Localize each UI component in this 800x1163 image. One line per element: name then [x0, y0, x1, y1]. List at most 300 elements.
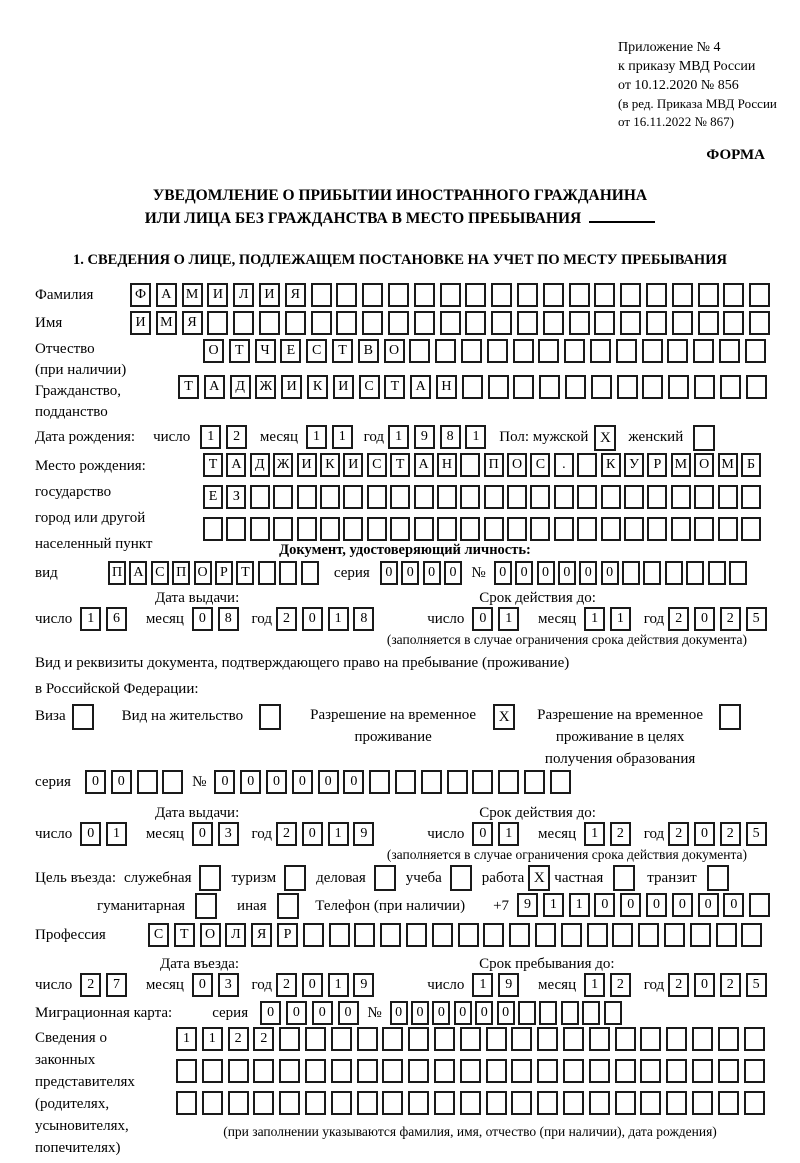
- form-cell[interactable]: [746, 375, 767, 399]
- form-cell[interactable]: [259, 311, 280, 335]
- form-cell[interactable]: 0: [292, 770, 313, 794]
- form-cell[interactable]: 0: [286, 1001, 307, 1025]
- form-cell[interactable]: 1: [388, 425, 409, 449]
- form-cell[interactable]: [491, 283, 512, 307]
- form-cell[interactable]: [440, 311, 461, 335]
- form-cell[interactable]: Ж: [273, 453, 293, 477]
- form-cell[interactable]: 0: [444, 561, 462, 585]
- form-cell[interactable]: 0: [646, 893, 667, 917]
- form-cell[interactable]: [666, 1027, 687, 1051]
- form-cell[interactable]: С: [148, 923, 169, 947]
- form-cell[interactable]: [331, 1027, 352, 1051]
- form-cell[interactable]: Р: [215, 561, 233, 585]
- form-cell[interactable]: Т: [178, 375, 199, 399]
- form-cell[interactable]: [718, 1091, 739, 1115]
- form-cell[interactable]: 0: [390, 1001, 408, 1025]
- form-cell[interactable]: С: [151, 561, 169, 585]
- form-cell[interactable]: 8: [353, 607, 374, 631]
- form-cell[interactable]: 9: [414, 425, 435, 449]
- form-cell[interactable]: [749, 893, 770, 917]
- form-cell[interactable]: [745, 339, 766, 363]
- form-cell[interactable]: [594, 311, 615, 335]
- form-cell[interactable]: [460, 1091, 481, 1115]
- purpose-study-checkbox[interactable]: [450, 865, 472, 891]
- form-cell[interactable]: [460, 1059, 481, 1083]
- form-cell[interactable]: [414, 485, 434, 509]
- form-cell[interactable]: [686, 561, 704, 585]
- form-cell[interactable]: 1: [328, 822, 349, 846]
- form-cell[interactable]: [708, 561, 726, 585]
- form-cell[interactable]: 0: [620, 893, 641, 917]
- form-cell[interactable]: 9: [498, 973, 519, 997]
- form-cell[interactable]: 0: [302, 607, 323, 631]
- form-cell[interactable]: А: [226, 453, 246, 477]
- form-cell[interactable]: Т: [174, 923, 195, 947]
- form-cell[interactable]: 1: [176, 1027, 197, 1051]
- form-cell[interactable]: [601, 485, 621, 509]
- form-cell[interactable]: [538, 339, 559, 363]
- form-cell[interactable]: 2: [228, 1027, 249, 1051]
- form-cell[interactable]: [486, 1027, 507, 1051]
- form-cell[interactable]: [620, 283, 641, 307]
- form-cell[interactable]: [458, 923, 479, 947]
- form-cell[interactable]: [137, 770, 158, 794]
- form-cell[interactable]: 9: [517, 893, 538, 917]
- form-cell[interactable]: И: [281, 375, 302, 399]
- form-cell[interactable]: 0: [432, 1001, 450, 1025]
- form-cell[interactable]: [694, 485, 714, 509]
- purpose-transit-checkbox[interactable]: [707, 865, 729, 891]
- form-cell[interactable]: Ф: [130, 283, 151, 307]
- form-cell[interactable]: [434, 1027, 455, 1051]
- form-cell[interactable]: П: [172, 561, 190, 585]
- form-cell[interactable]: [744, 1059, 765, 1083]
- form-cell[interactable]: [671, 485, 691, 509]
- gender-female-checkbox[interactable]: [693, 425, 715, 451]
- form-cell[interactable]: [594, 283, 615, 307]
- form-cell[interactable]: [569, 311, 590, 335]
- form-cell[interactable]: [620, 311, 641, 335]
- form-cell[interactable]: Р: [647, 453, 667, 477]
- form-cell[interactable]: Р: [277, 923, 298, 947]
- form-cell[interactable]: А: [204, 375, 225, 399]
- form-cell[interactable]: 0: [494, 561, 512, 585]
- form-cell[interactable]: 2: [253, 1027, 274, 1051]
- form-cell[interactable]: [569, 283, 590, 307]
- form-cell[interactable]: [647, 517, 667, 541]
- form-cell[interactable]: [408, 1091, 429, 1115]
- form-cell[interactable]: [362, 311, 383, 335]
- form-cell[interactable]: [665, 561, 683, 585]
- purpose-tourism-checkbox[interactable]: [284, 865, 306, 891]
- form-cell[interactable]: 0: [240, 770, 261, 794]
- form-cell[interactable]: [577, 453, 597, 477]
- form-cell[interactable]: [406, 923, 427, 947]
- form-cell[interactable]: [297, 485, 317, 509]
- residence-permit-checkbox[interactable]: [259, 704, 281, 730]
- form-cell[interactable]: [642, 375, 663, 399]
- form-cell[interactable]: 1: [332, 425, 353, 449]
- form-cell[interactable]: [207, 311, 228, 335]
- form-cell[interactable]: [258, 561, 276, 585]
- form-cell[interactable]: [535, 923, 556, 947]
- form-cell[interactable]: [447, 770, 468, 794]
- form-cell[interactable]: [434, 1091, 455, 1115]
- form-cell[interactable]: [382, 1091, 403, 1115]
- form-cell[interactable]: 0: [423, 561, 441, 585]
- form-cell[interactable]: [484, 517, 504, 541]
- form-cell[interactable]: [589, 1091, 610, 1115]
- form-cell[interactable]: В: [358, 339, 379, 363]
- form-cell[interactable]: М: [182, 283, 203, 307]
- form-cell[interactable]: [530, 517, 550, 541]
- form-cell[interactable]: [612, 923, 633, 947]
- form-cell[interactable]: 0: [302, 973, 323, 997]
- form-cell[interactable]: [698, 283, 719, 307]
- form-cell[interactable]: [723, 311, 744, 335]
- form-cell[interactable]: [311, 283, 332, 307]
- form-cell[interactable]: [563, 1059, 584, 1083]
- form-cell[interactable]: 0: [672, 893, 693, 917]
- form-cell[interactable]: [472, 770, 493, 794]
- form-cell[interactable]: [390, 517, 410, 541]
- form-cell[interactable]: [511, 1027, 532, 1051]
- form-cell[interactable]: [367, 517, 387, 541]
- form-cell[interactable]: [362, 283, 383, 307]
- form-cell[interactable]: 1: [202, 1027, 223, 1051]
- form-cell[interactable]: [203, 517, 223, 541]
- form-cell[interactable]: 0: [85, 770, 106, 794]
- form-cell[interactable]: [460, 1027, 481, 1051]
- form-cell[interactable]: [228, 1091, 249, 1115]
- form-cell[interactable]: 2: [720, 822, 741, 846]
- form-cell[interactable]: [331, 1091, 352, 1115]
- form-cell[interactable]: 1: [584, 822, 605, 846]
- form-cell[interactable]: 0: [579, 561, 597, 585]
- form-cell[interactable]: [554, 485, 574, 509]
- form-cell[interactable]: 1: [498, 822, 519, 846]
- form-cell[interactable]: [311, 311, 332, 335]
- form-cell[interactable]: [357, 1027, 378, 1051]
- form-cell[interactable]: 1: [200, 425, 221, 449]
- form-cell[interactable]: [537, 1091, 558, 1115]
- form-cell[interactable]: О: [194, 561, 212, 585]
- form-cell[interactable]: 3: [218, 822, 239, 846]
- form-cell[interactable]: [530, 485, 550, 509]
- form-cell[interactable]: [380, 923, 401, 947]
- form-cell[interactable]: [741, 923, 762, 947]
- form-cell[interactable]: Е: [280, 339, 301, 363]
- form-cell[interactable]: 2: [610, 822, 631, 846]
- form-cell[interactable]: [343, 517, 363, 541]
- form-cell[interactable]: [297, 517, 317, 541]
- form-cell[interactable]: [279, 561, 297, 585]
- form-cell[interactable]: Д: [250, 453, 270, 477]
- form-cell[interactable]: 1: [465, 425, 486, 449]
- form-cell[interactable]: Б: [741, 453, 761, 477]
- form-cell[interactable]: [587, 923, 608, 947]
- form-cell[interactable]: 8: [440, 425, 461, 449]
- form-cell[interactable]: 1: [584, 607, 605, 631]
- form-cell[interactable]: [176, 1091, 197, 1115]
- form-cell[interactable]: [336, 311, 357, 335]
- form-cell[interactable]: [517, 311, 538, 335]
- form-cell[interactable]: 0: [302, 822, 323, 846]
- form-cell[interactable]: [640, 1059, 661, 1083]
- form-cell[interactable]: 1: [328, 973, 349, 997]
- form-cell[interactable]: [491, 311, 512, 335]
- form-cell[interactable]: [460, 453, 480, 477]
- form-cell[interactable]: И: [130, 311, 151, 335]
- form-cell[interactable]: 0: [475, 1001, 493, 1025]
- form-cell[interactable]: [273, 485, 293, 509]
- form-cell[interactable]: [487, 339, 508, 363]
- form-cell[interactable]: Л: [233, 283, 254, 307]
- form-cell[interactable]: 0: [343, 770, 364, 794]
- form-cell[interactable]: [692, 1027, 713, 1051]
- form-cell[interactable]: [718, 1027, 739, 1051]
- form-cell[interactable]: [744, 1027, 765, 1051]
- form-cell[interactable]: [483, 923, 504, 947]
- form-cell[interactable]: [564, 339, 585, 363]
- form-cell[interactable]: [435, 339, 456, 363]
- form-cell[interactable]: 2: [668, 822, 689, 846]
- form-cell[interactable]: К: [320, 453, 340, 477]
- form-cell[interactable]: [331, 1059, 352, 1083]
- form-cell[interactable]: [543, 283, 564, 307]
- form-cell[interactable]: [550, 770, 571, 794]
- form-cell[interactable]: [638, 923, 659, 947]
- form-cell[interactable]: Д: [230, 375, 251, 399]
- form-cell[interactable]: [465, 283, 486, 307]
- form-cell[interactable]: [303, 923, 324, 947]
- form-cell[interactable]: 0: [192, 607, 213, 631]
- form-cell[interactable]: [582, 1001, 600, 1025]
- form-cell[interactable]: [388, 283, 409, 307]
- form-cell[interactable]: [382, 1027, 403, 1051]
- form-cell[interactable]: 1: [569, 893, 590, 917]
- form-cell[interactable]: [414, 311, 435, 335]
- form-cell[interactable]: О: [200, 923, 221, 947]
- purpose-official-checkbox[interactable]: [199, 865, 221, 891]
- form-cell[interactable]: [617, 375, 638, 399]
- form-cell[interactable]: [716, 923, 737, 947]
- form-cell[interactable]: [507, 517, 527, 541]
- form-cell[interactable]: 0: [401, 561, 419, 585]
- form-cell[interactable]: [667, 339, 688, 363]
- form-cell[interactable]: 0: [214, 770, 235, 794]
- form-cell[interactable]: О: [694, 453, 714, 477]
- form-cell[interactable]: С: [359, 375, 380, 399]
- form-cell[interactable]: [414, 517, 434, 541]
- form-cell[interactable]: [615, 1027, 636, 1051]
- form-cell[interactable]: 0: [454, 1001, 472, 1025]
- form-cell[interactable]: [668, 375, 689, 399]
- form-cell[interactable]: 0: [260, 1001, 281, 1025]
- form-cell[interactable]: 2: [668, 973, 689, 997]
- form-cell[interactable]: [354, 923, 375, 947]
- form-cell[interactable]: [461, 339, 482, 363]
- form-cell[interactable]: 1: [80, 607, 101, 631]
- form-cell[interactable]: 6: [106, 607, 127, 631]
- form-cell[interactable]: 8: [218, 607, 239, 631]
- form-cell[interactable]: Т: [332, 339, 353, 363]
- form-cell[interactable]: [513, 375, 534, 399]
- form-cell[interactable]: [367, 485, 387, 509]
- form-cell[interactable]: Т: [229, 339, 250, 363]
- form-cell[interactable]: А: [410, 375, 431, 399]
- form-cell[interactable]: 1: [306, 425, 327, 449]
- form-cell[interactable]: [408, 1027, 429, 1051]
- form-cell[interactable]: [744, 1091, 765, 1115]
- form-cell[interactable]: [250, 485, 270, 509]
- form-cell[interactable]: [692, 1059, 713, 1083]
- form-cell[interactable]: [640, 1091, 661, 1115]
- form-cell[interactable]: [690, 923, 711, 947]
- form-cell[interactable]: 1: [328, 607, 349, 631]
- form-cell[interactable]: 0: [80, 822, 101, 846]
- form-cell[interactable]: [577, 517, 597, 541]
- form-cell[interactable]: [511, 1091, 532, 1115]
- form-cell[interactable]: [437, 485, 457, 509]
- form-cell[interactable]: 1: [498, 607, 519, 631]
- form-cell[interactable]: [343, 485, 363, 509]
- form-cell[interactable]: [336, 283, 357, 307]
- form-cell[interactable]: [646, 283, 667, 307]
- purpose-private-checkbox[interactable]: [613, 865, 635, 891]
- form-cell[interactable]: А: [156, 283, 177, 307]
- form-cell[interactable]: [273, 517, 293, 541]
- form-cell[interactable]: [462, 375, 483, 399]
- form-cell[interactable]: О: [384, 339, 405, 363]
- form-cell[interactable]: 2: [226, 425, 247, 449]
- form-cell[interactable]: О: [507, 453, 527, 477]
- form-cell[interactable]: [589, 1027, 610, 1051]
- form-cell[interactable]: Ч: [255, 339, 276, 363]
- form-cell[interactable]: 2: [276, 973, 297, 997]
- form-cell[interactable]: [563, 1027, 584, 1051]
- form-cell[interactable]: К: [601, 453, 621, 477]
- form-cell[interactable]: [554, 517, 574, 541]
- form-cell[interactable]: И: [259, 283, 280, 307]
- form-cell[interactable]: [233, 311, 254, 335]
- form-cell[interactable]: [460, 485, 480, 509]
- form-cell[interactable]: 0: [192, 822, 213, 846]
- form-cell[interactable]: Л: [225, 923, 246, 947]
- form-cell[interactable]: 0: [380, 561, 398, 585]
- form-cell[interactable]: М: [718, 453, 738, 477]
- form-cell[interactable]: [395, 770, 416, 794]
- form-cell[interactable]: 1: [543, 893, 564, 917]
- form-cell[interactable]: [561, 1001, 579, 1025]
- form-cell[interactable]: 7: [106, 973, 127, 997]
- form-cell[interactable]: Т: [390, 453, 410, 477]
- form-cell[interactable]: [590, 339, 611, 363]
- form-cell[interactable]: [666, 1059, 687, 1083]
- form-cell[interactable]: П: [108, 561, 126, 585]
- form-cell[interactable]: К: [307, 375, 328, 399]
- form-cell[interactable]: П: [484, 453, 504, 477]
- form-cell[interactable]: [672, 283, 693, 307]
- form-cell[interactable]: [517, 283, 538, 307]
- form-cell[interactable]: [720, 375, 741, 399]
- form-cell[interactable]: 2: [668, 607, 689, 631]
- purpose-humanitarian-checkbox[interactable]: [195, 893, 217, 919]
- form-cell[interactable]: [615, 1059, 636, 1083]
- form-cell[interactable]: [616, 339, 637, 363]
- form-cell[interactable]: С: [530, 453, 550, 477]
- form-cell[interactable]: [421, 770, 442, 794]
- form-cell[interactable]: [524, 770, 545, 794]
- form-cell[interactable]: [305, 1027, 326, 1051]
- form-cell[interactable]: [432, 923, 453, 947]
- temp-residence-checkbox[interactable]: X: [493, 704, 515, 730]
- form-cell[interactable]: [434, 1059, 455, 1083]
- edu-residence-checkbox[interactable]: [719, 704, 741, 730]
- form-cell[interactable]: 0: [723, 893, 744, 917]
- form-cell[interactable]: [320, 485, 340, 509]
- form-cell[interactable]: [646, 311, 667, 335]
- form-cell[interactable]: [741, 485, 761, 509]
- form-cell[interactable]: 0: [111, 770, 132, 794]
- form-cell[interactable]: Я: [251, 923, 272, 947]
- form-cell[interactable]: [624, 485, 644, 509]
- form-cell[interactable]: О: [203, 339, 224, 363]
- form-cell[interactable]: [388, 311, 409, 335]
- form-cell[interactable]: [565, 375, 586, 399]
- form-cell[interactable]: [539, 1001, 557, 1025]
- form-cell[interactable]: [226, 517, 246, 541]
- form-cell[interactable]: Т: [384, 375, 405, 399]
- form-cell[interactable]: 0: [594, 893, 615, 917]
- form-cell[interactable]: 0: [472, 822, 493, 846]
- form-cell[interactable]: 0: [694, 973, 715, 997]
- form-cell[interactable]: [507, 485, 527, 509]
- form-cell[interactable]: [589, 1059, 610, 1083]
- form-cell[interactable]: [601, 517, 621, 541]
- form-cell[interactable]: [285, 311, 306, 335]
- form-cell[interactable]: [692, 1091, 713, 1115]
- form-cell[interactable]: [615, 1091, 636, 1115]
- form-cell[interactable]: [202, 1091, 223, 1115]
- form-cell[interactable]: [513, 339, 534, 363]
- form-cell[interactable]: [228, 1059, 249, 1083]
- form-cell[interactable]: [664, 923, 685, 947]
- form-cell[interactable]: [498, 770, 519, 794]
- purpose-other-checkbox[interactable]: [277, 893, 299, 919]
- form-cell[interactable]: И: [207, 283, 228, 307]
- form-cell[interactable]: [279, 1027, 300, 1051]
- form-cell[interactable]: [390, 485, 410, 509]
- form-cell[interactable]: [440, 283, 461, 307]
- form-cell[interactable]: Т: [203, 453, 223, 477]
- form-cell[interactable]: 0: [411, 1001, 429, 1025]
- form-cell[interactable]: [279, 1059, 300, 1083]
- form-cell[interactable]: 0: [192, 973, 213, 997]
- form-cell[interactable]: 0: [694, 607, 715, 631]
- form-cell[interactable]: З: [226, 485, 246, 509]
- form-cell[interactable]: [408, 1059, 429, 1083]
- form-cell[interactable]: 2: [720, 607, 741, 631]
- form-cell[interactable]: 0: [338, 1001, 359, 1025]
- form-cell[interactable]: [253, 1059, 274, 1083]
- form-cell[interactable]: [329, 923, 350, 947]
- form-cell[interactable]: [693, 339, 714, 363]
- form-cell[interactable]: 1: [610, 607, 631, 631]
- form-cell[interactable]: [369, 770, 390, 794]
- form-cell[interactable]: [414, 283, 435, 307]
- form-cell[interactable]: [301, 561, 319, 585]
